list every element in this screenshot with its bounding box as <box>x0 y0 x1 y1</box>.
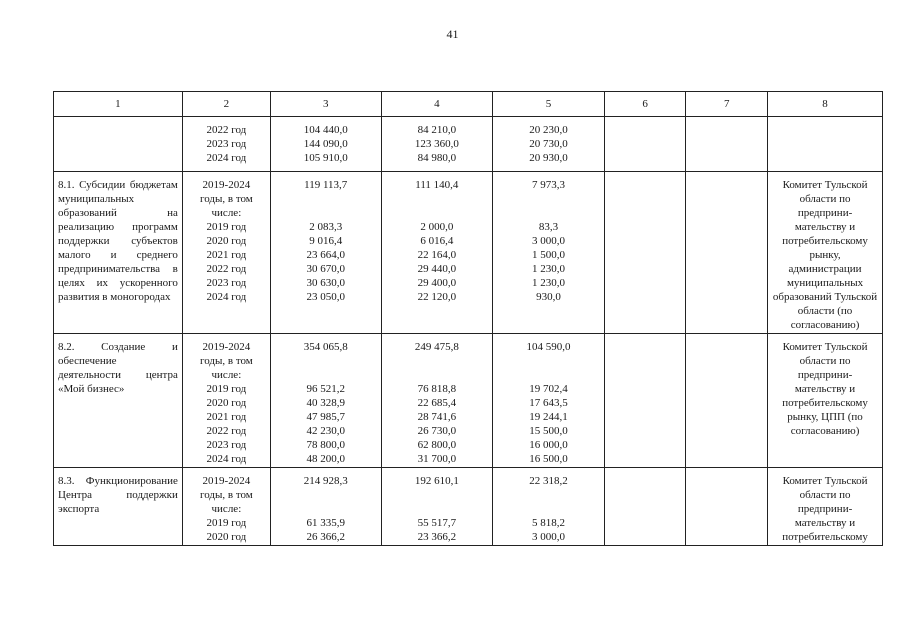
regional-cell <box>493 334 605 468</box>
year-label: годы, в том <box>200 193 253 205</box>
empty-cell <box>604 172 686 334</box>
measure-row <box>54 334 883 468</box>
amount: 111 140,4 <box>415 179 459 191</box>
amount: 19 244,1 <box>529 411 568 423</box>
amount: 23 050,0 <box>306 291 345 303</box>
amount: 40 328,9 <box>306 397 345 409</box>
year-label: 2019 год <box>206 221 247 233</box>
year-label: годы, в том <box>200 489 253 501</box>
amount <box>386 368 489 382</box>
responsible-cell <box>768 117 883 172</box>
amount: 28 741,6 <box>417 411 457 423</box>
amount: 6 016,4 <box>420 235 454 247</box>
amount: 84 210,0 <box>417 124 457 136</box>
federal-cell <box>381 117 493 172</box>
measure-row <box>54 468 883 546</box>
budget-table <box>53 91 883 546</box>
amount: 16 000,0 <box>529 439 568 451</box>
amount: 249 475,8 <box>414 341 459 353</box>
amount: 19 702,4 <box>529 383 568 395</box>
year-label: 2024 год <box>206 152 247 164</box>
year-label: 2020 год <box>206 235 247 247</box>
year-label: 2023 год <box>206 277 247 289</box>
year-label: 2019-2024 <box>202 475 251 487</box>
amount: 17 643,5 <box>529 397 568 409</box>
amount: 214 928,3 <box>303 475 348 487</box>
year-label: 2023 год <box>206 439 247 451</box>
year-label: 2022 год <box>206 124 247 136</box>
year-label: числе: <box>211 207 242 219</box>
amount <box>497 368 600 382</box>
amount: 1 230,0 <box>532 277 565 289</box>
year-label: 2023 год <box>206 138 247 150</box>
amount <box>275 206 377 220</box>
amount: 78 800,0 <box>306 439 345 451</box>
empty-cell <box>604 334 686 468</box>
year-label: 2022 год <box>206 425 247 437</box>
amount: 2 083,3 <box>309 221 343 233</box>
amount <box>275 192 377 206</box>
amount: 83,3 <box>538 221 559 233</box>
year-label: 2024 год <box>206 291 247 303</box>
years-cell <box>182 334 270 468</box>
years-cell <box>182 172 270 334</box>
year-label: числе: <box>211 369 242 381</box>
header-row <box>54 92 883 117</box>
amount: 5 818,2 <box>532 517 565 529</box>
empty-cell <box>686 117 768 172</box>
amount: 1 230,0 <box>532 263 565 275</box>
amount: 47 985,7 <box>306 411 345 423</box>
regional-cell <box>493 117 605 172</box>
amount: 29 400,0 <box>417 277 457 289</box>
amount: 354 065,8 <box>303 341 348 353</box>
amount: 20 930,0 <box>529 152 568 164</box>
federal-cell <box>381 334 493 468</box>
empty-cell <box>686 468 768 546</box>
measure-row <box>54 172 883 334</box>
amount <box>275 368 377 382</box>
responsible-executor: Комитет Тульской области по предприни-мательству и потребительскому рынку, администрации муниципальных образований Тульской области (по согласованию) <box>768 172 883 334</box>
column-header: 7 <box>686 92 768 117</box>
amount <box>386 192 489 206</box>
amount: 30 670,0 <box>306 263 345 275</box>
amount: 9 016,4 <box>309 235 343 247</box>
column-header: 4 <box>381 92 493 117</box>
amount: 104 590,0 <box>526 341 571 353</box>
total-cell <box>270 334 381 468</box>
amount: 31 700,0 <box>417 453 457 465</box>
amount: 76 818,8 <box>417 383 457 395</box>
regional-cell <box>493 172 605 334</box>
amount: 104 440,0 <box>303 124 348 136</box>
year-label: 2019-2024 <box>202 341 251 353</box>
amount: 61 335,9 <box>306 517 345 529</box>
year-label: числе: <box>211 503 242 515</box>
amount <box>386 488 489 502</box>
amount <box>386 502 489 516</box>
measure-name: 8.3. Функционирование Центра поддержки экспорта <box>54 468 183 546</box>
column-header: 8 <box>768 92 883 117</box>
amount: 84 980,0 <box>417 152 457 164</box>
total-cell <box>270 468 381 546</box>
total-cell <box>270 117 381 172</box>
empty-cell <box>686 172 768 334</box>
amount: 3 000,0 <box>532 531 565 543</box>
year-label: 2021 год <box>206 411 247 423</box>
amount: 30 630,0 <box>306 277 345 289</box>
page-number: 41 <box>446 27 459 41</box>
responsible-executor: Комитет Тульской области по предприни-мательству и потребительскому рынку, ЦПП (по согласованию) <box>768 334 883 468</box>
empty-cell <box>604 117 686 172</box>
responsible-executor: Комитет Тульской области по предприни-мательству и потребительскому <box>768 468 883 546</box>
amount: 26 730,0 <box>417 425 457 437</box>
column-header: 1 <box>54 92 183 117</box>
empty-cell <box>604 468 686 546</box>
amount: 16 500,0 <box>529 453 568 465</box>
years-cell <box>182 117 270 172</box>
year-label: 2021 год <box>206 249 247 261</box>
amount: 20 230,0 <box>529 124 568 136</box>
column-header: 2 <box>182 92 270 117</box>
amount: 22 164,0 <box>417 249 457 261</box>
amount: 7 973,3 <box>532 179 565 191</box>
amount <box>275 488 377 502</box>
amount: 62 800,0 <box>417 439 457 451</box>
amount: 930,0 <box>536 291 561 303</box>
federal-cell <box>381 172 493 334</box>
amount <box>275 354 377 368</box>
column-header: 3 <box>270 92 381 117</box>
amount <box>497 354 600 368</box>
amount: 105 910,0 <box>303 152 348 164</box>
total-cell <box>270 172 381 334</box>
amount <box>386 354 489 368</box>
federal-cell <box>381 468 493 546</box>
year-label: 2020 год <box>206 397 247 409</box>
measure-name: 8.1. Субсидии бюджетам муниципальных образований на реализацию программ поддержки субъектов малого и среднего предпринимательства в целях их ускоренного развития в моногородах <box>54 172 183 334</box>
amount: 42 230,0 <box>306 425 345 437</box>
amount: 55 517,7 <box>417 517 457 529</box>
amount: 29 440,0 <box>417 263 457 275</box>
amount: 192 610,1 <box>414 475 459 487</box>
year-label: годы, в том <box>200 355 253 367</box>
empty-cell <box>686 334 768 468</box>
amount: 23 664,0 <box>306 249 345 261</box>
amount: 26 366,2 <box>306 531 345 543</box>
year-label: 2022 год <box>206 263 247 275</box>
amount: 2 000,0 <box>420 221 454 233</box>
continuation-row <box>54 117 883 172</box>
amount: 123 360,0 <box>414 138 459 150</box>
year-label: 2019-2024 <box>202 179 251 191</box>
year-label: 2019 год <box>206 517 247 529</box>
amount: 144 090,0 <box>303 138 348 150</box>
years-cell <box>182 468 270 546</box>
year-label: 2019 год <box>206 383 247 395</box>
amount: 3 000,0 <box>532 235 565 247</box>
column-header: 5 <box>493 92 605 117</box>
year-label: 2020 год <box>206 531 247 543</box>
amount: 1 500,0 <box>532 249 565 261</box>
amount: 48 200,0 <box>306 453 345 465</box>
amount: 22 318,2 <box>529 475 568 487</box>
year-label: 2024 год <box>206 453 247 465</box>
amount: 20 730,0 <box>529 138 568 150</box>
amount: 119 113,7 <box>304 179 348 191</box>
amount <box>497 192 600 206</box>
amount <box>497 206 600 220</box>
amount <box>497 488 600 502</box>
amount <box>497 502 600 516</box>
amount <box>386 206 489 220</box>
amount: 96 521,2 <box>306 383 345 395</box>
amount: 23 366,2 <box>417 531 457 543</box>
measure-name: 8.2. Создание и обеспечение деятельности центра «Мой бизнес» <box>54 334 183 468</box>
amount: 22 120,0 <box>417 291 457 303</box>
amount: 22 685,4 <box>417 397 457 409</box>
amount: 15 500,0 <box>529 425 568 437</box>
regional-cell <box>493 468 605 546</box>
amount <box>275 502 377 516</box>
column-header: 6 <box>604 92 686 117</box>
name-cell <box>54 117 183 172</box>
